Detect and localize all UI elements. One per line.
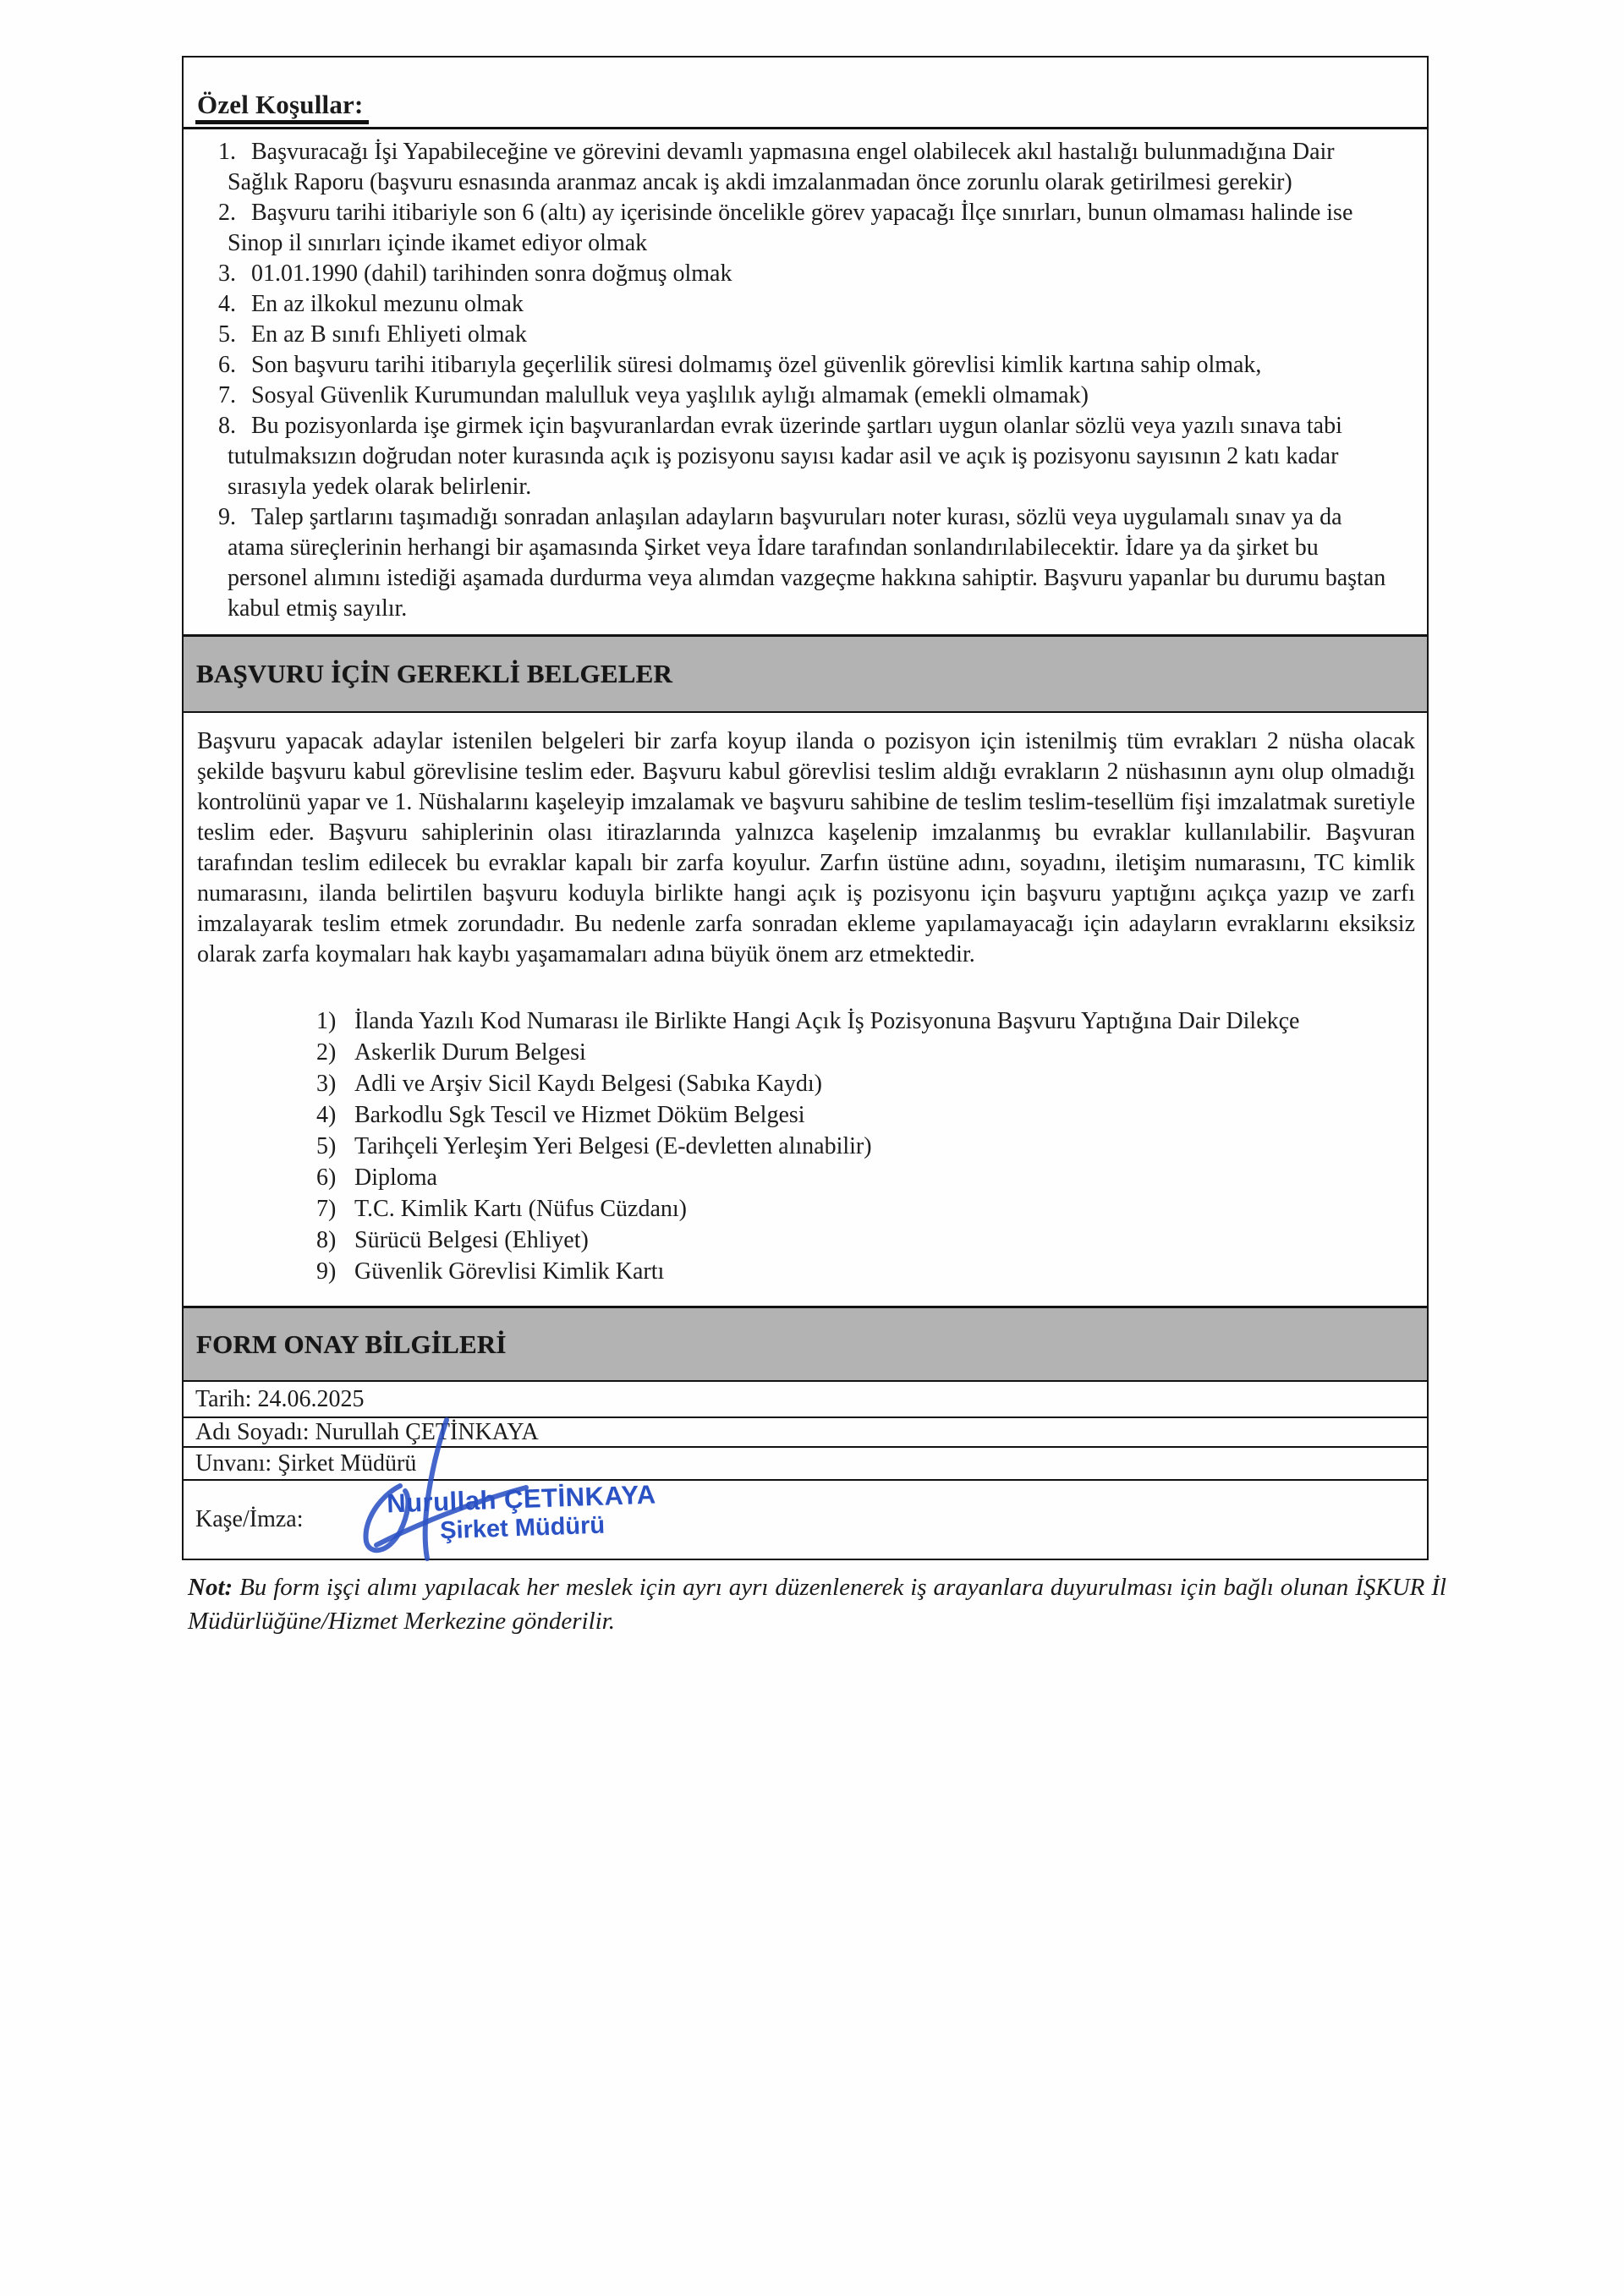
form-table [182,56,1429,1560]
tarih-label: Tarih: [195,1385,258,1412]
stamp-title-line: Şirket Müdürü [439,1511,606,1545]
list-item-text: Askerlik Durum Belgesi [354,1039,586,1066]
list-item-number: 8) [316,1227,337,1253]
list-item-text: Talep şartlarını taşımadığı sonradan anlaşılan adayların başvuruları noter kurası, sözlü veya uygulamalı sınav ya da atama süreçlerinin herhangi bir aşamasında Şirket veya İdare tarafından sonlandırılabilecektir. İdare ya da şirket bu personel alımını istediği aşamada durdurma veya alımdan vazgeçme hakkına sahiptir. Başvuru yapanlar bu durumu baştan kabul etmiş sayılır. [228,504,1386,622]
ozel-kosul-list-item [195,320,1396,350]
list-item-number: 3) [316,1071,337,1097]
list-item-number: 5) [316,1133,337,1159]
ozel-kosullar-header-row [184,58,1427,129]
list-item-text: Tarihçeli Yerleşim Yeri Belgesi (E-devletten alınabilir) [354,1133,872,1159]
list-item-number: 5. [218,321,236,348]
list-item-text: Bu pozisyonlarda işe girmek için başvuranlardan evrak üzerinde şartları uygun olanlar sözlü veya yazılı sınava tabi tutulmaksızın doğrudan noter kurasında açık iş pozisyonu sayısı kadar asil ve açık iş pozisyonu sayısının 2 katı kadar sırasıyla yedek olarak belirlenir. [228,413,1342,500]
ozel-kosul-list-item [195,137,1396,198]
list-item-text: Adli ve Arşiv Sicil Kaydı Belgesi (Sabıka Kaydı) [354,1071,822,1097]
unvan-label: Unvanı: [195,1449,278,1477]
list-item-text: 01.01.1990 (dahil) tarihinden sonra doğmuş olmak [251,260,732,287]
ozel-kosul-list-item [195,502,1396,624]
list-item-number: 9. [218,504,236,530]
list-item-text: Son başvuru tarihi itibarıyla geçerlilik süresi dolmamış özel güvenlik görevlisi kimlik kartına sahip olmak, [251,352,1262,378]
belgeler-paragraph: Başvuru yapacak adaylar istenilen belgeleri bir zarfa koyup ilanda o pozisyon için istenilmiş tüm evrakları 2 nüsha olacak şekilde başvuru kabul görevlisine teslim eder. Başvuru kabul görevlisi teslim aldığı evrakların 2 nüshasının aynı olup olmadığı kontrolünü yapar ve 1. Nüshalarını kaşeleyip imzalamak ve başvuru sahibine de teslim teslim-tesellüm fişi imzalatmak suretiyle teslim eder. Başvuru sahiplerinin olası itirazlarında yalnızca kaşelenip imzalanmış bu evraklar kullanılabilir. Başvuran tarafından teslim edilecek bu evraklar kapalı bir zarfa koyulur. Zarfın üstüne adını, soyadını, iletişim numarasını, TC kimlik numarasını, ilanda belirtilen başvuru koduyla birlikte hangi açık iş pozisyonu için başvuru yaptığını açıkça yazıp ve zarfı imzalayarak teslim etmek zorundadır. Bu nedenle zarfa sonradan ekleme yapılamayacağı için adayların evraklarını eksiksiz olarak zarfa koymaları hak kaybı yaşamamaları adına büyük önem arz etmektedir. [197,728,1415,967]
unvan-value: Şirket Müdürü [277,1449,417,1477]
stamp-name-line: Nurullah ÇETİNKAYA [386,1479,657,1519]
unvan-row [184,1448,1427,1481]
company-stamp [386,1479,658,1546]
belge-list-item [316,1225,1415,1256]
list-item-number: 1. [218,139,236,165]
list-item-text: Sürücü Belgesi (Ehliyet) [354,1227,589,1253]
belge-list-item [316,1131,1415,1162]
list-item-number: 6) [316,1164,337,1191]
belge-list-item [316,1099,1415,1131]
list-item-number: 7) [316,1196,337,1222]
adi-soyadi-value: Nurullah ÇETİNKAYA [315,1418,539,1445]
list-item-text: T.C. Kimlik Kartı (Nüfus Cüzdanı) [354,1196,687,1222]
list-item-number: 9) [316,1258,337,1285]
ozel-kosul-list-item [195,259,1396,289]
kase-imza-row [184,1481,1427,1559]
tarih-value: 24.06.2025 [257,1385,365,1412]
list-item-number: 1) [316,1008,337,1034]
list-item-text: En az B sınıfı Ehliyeti olmak [251,321,527,348]
belgeler-section-title: BAŞVURU İÇİN GEREKLİ BELGELER [196,659,673,688]
list-item-number: 4. [218,291,236,317]
list-item-text: En az ilkokul mezunu olmak [251,291,524,317]
adi-soyadi-label: Adı Soyadı: [195,1418,315,1445]
belge-list-item [316,1006,1415,1037]
belge-list-item [316,1193,1415,1225]
ozel-kosul-list-item [195,350,1396,381]
list-item-number: 6. [218,352,236,378]
list-item-number: 7. [218,382,236,408]
list-item-text: Sosyal Güvenlik Kurumundan malulluk veya yaşlılık aylığı almamak (emekli olmamak) [251,382,1089,408]
list-item-text: Diploma [354,1164,437,1191]
ozel-kosullar-title: Özel Koşullar: [195,90,369,124]
list-item-number: 8. [218,413,236,439]
belgeler-list [197,1006,1415,1287]
footer-note [188,1570,1446,1638]
belge-list-item [316,1256,1415,1287]
ozel-kosullar-list [184,129,1427,637]
list-item-text: Başvuru tarihi itibariyle son 6 (altı) ay içerisinde öncelikle görev yapacağı İlçe sınırları, bunun olmaması halinde ise Sinop il sınırları içinde ikamet ediyor olmak [228,200,1353,256]
belge-list-item [316,1068,1415,1099]
belgeler-content-row [184,713,1427,1308]
kase-imza-label: Kaşe/İmza: [195,1506,304,1532]
list-item-number: 4) [316,1102,337,1128]
ozel-kosul-list-item [195,381,1396,411]
belge-list-item [316,1037,1415,1068]
list-item-text: İlanda Yazılı Kod Numarası ile Birlikte Hangi Açık İş Pozisyonuna Başvuru Yaptığına Dair Dilekçe [354,1008,1300,1034]
ozel-kosul-list-item [195,198,1396,259]
ozel-kosul-list-item [195,289,1396,320]
list-item-number: 2. [218,200,236,226]
belge-list-item [316,1162,1415,1193]
ozel-kosul-list-item [195,411,1396,502]
list-item-text: Güvenlik Görevlisi Kimlik Kartı [354,1258,665,1285]
footer-note-label: Not: [188,1574,233,1601]
belgeler-section-bar [184,637,1427,713]
onay-section-bar [184,1308,1427,1382]
adi-soyadi-row [184,1418,1427,1448]
onay-section-title: FORM ONAY BİLGİLERİ [196,1329,507,1359]
tarih-row [184,1382,1427,1418]
list-item-number: 3. [218,260,236,287]
list-item-text: Barkodlu Sgk Tescil ve Hizmet Döküm Belgesi [354,1102,805,1128]
list-item-text: Başvuracağı İşi Yapabileceğine ve görevini devamlı yapmasına engel olabilecek akıl hastalığı bulunmadığına Dair Sağlık Raporu (başvuru esnasında aranmaz ancak iş akdi imzalanmadan önce zorunlu olarak getirilmesi gerekir) [228,139,1335,195]
list-item-number: 2) [316,1039,337,1066]
footer-note-text: Bu form işçi alımı yapılacak her meslek için ayrı ayrı düzenlenerek iş arayanlara duyurulması için bağlı olunan İŞKUR İl Müdürlüğüne/Hizmet Merkezine gönderilir. [188,1574,1446,1635]
